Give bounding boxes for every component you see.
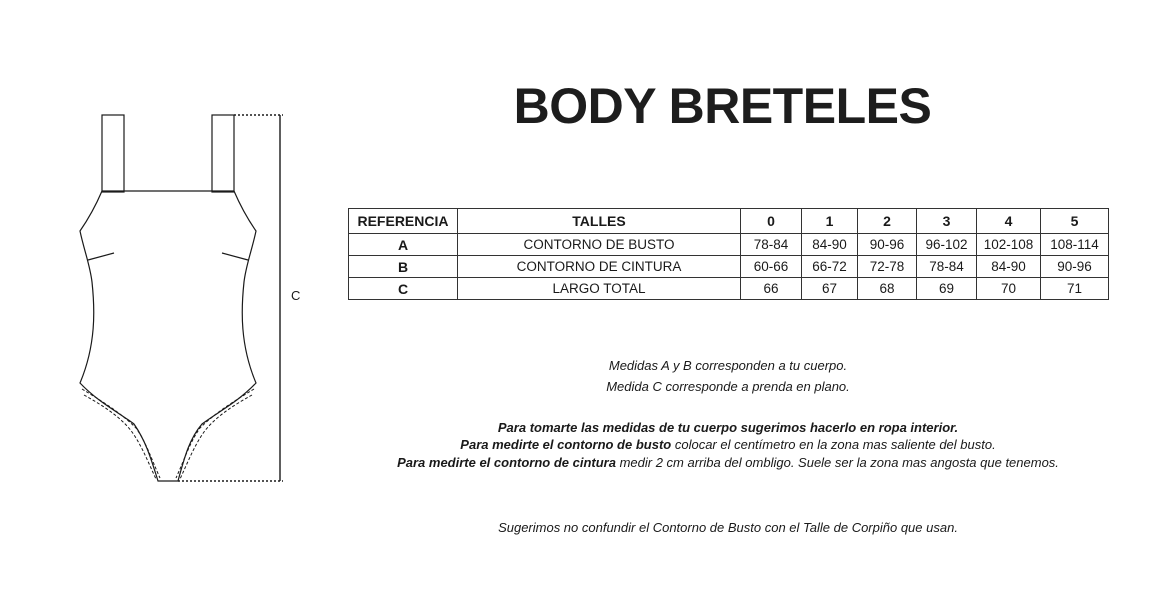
header-referencia: REFERENCIA — [349, 209, 458, 234]
table-row — [349, 278, 1109, 300]
cell-value: 67 — [802, 278, 858, 300]
header-size-1: 1 — [802, 209, 858, 234]
cell-value: 66 — [741, 278, 802, 300]
row-ref: A — [349, 234, 458, 256]
cell-value: 69 — [917, 278, 977, 300]
header-size-4: 4 — [977, 209, 1041, 234]
cell-value: 70 — [977, 278, 1041, 300]
left-leg-stitch-2 — [84, 395, 156, 479]
header-size-0: 0 — [741, 209, 802, 234]
right-leg-stitch — [176, 389, 254, 478]
tip-waist-bold: Para medirte el contorno de cintura — [397, 455, 616, 470]
size-table — [348, 208, 1109, 300]
cell-value: 84-90 — [977, 256, 1041, 278]
page-title: BODY BRETELES — [513, 78, 932, 134]
row-ref: B — [349, 256, 458, 278]
left-strap — [102, 115, 124, 192]
cell-value: 68 — [858, 278, 917, 300]
right-dart — [222, 253, 248, 260]
row-measure-name: CONTORNO DE CINTURA — [458, 256, 741, 278]
tip-underwear — [348, 420, 1108, 435]
tip-underwear-text: Para tomarte las medidas de tu cuerpo sugerimos hacerlo en ropa interior. — [497, 420, 959, 435]
bodysuit-diagram — [0, 0, 320, 616]
cell-value: 84-90 — [802, 234, 858, 256]
tip-waist — [348, 455, 1108, 470]
cell-value: 96-102 — [917, 234, 977, 256]
tip-bust — [348, 437, 1108, 452]
left-dart — [88, 253, 114, 260]
row-measure-name: CONTORNO DE BUSTO — [458, 234, 741, 256]
row-measure-name: LARGO TOTAL — [458, 278, 741, 300]
cell-value: 72-78 — [858, 256, 917, 278]
cell-value: 90-96 — [858, 234, 917, 256]
tip-bust-text: colocar el centímetro en la zona mas saliente del busto. — [671, 437, 996, 452]
cell-value: 102-108 — [977, 234, 1041, 256]
note-garment-measure: Medida C corresponde a prenda en plano. — [606, 379, 850, 394]
header-size-3: 3 — [917, 209, 977, 234]
row-ref: C — [349, 278, 458, 300]
tip-bust-bold: Para medirte el contorno de busto — [460, 437, 672, 452]
right-strap — [212, 115, 234, 192]
final-note: Sugerimos no confundir el Contorno de Busto con el Talle de Corpiño que usan. — [498, 520, 958, 535]
cell-value: 78-84 — [917, 256, 977, 278]
cell-value: 71 — [1041, 278, 1109, 300]
cell-value: 108-114 — [1041, 234, 1109, 256]
tip-waist-text: medir 2 cm arriba del ombligo. Suele ser la zona mas angosta que tenemos. — [615, 455, 1059, 470]
cell-value: 66-72 — [802, 256, 858, 278]
table-header-row — [349, 209, 1109, 234]
table-row — [349, 256, 1109, 278]
cell-value: 60-66 — [741, 256, 802, 278]
left-leg-stitch — [82, 389, 160, 478]
cell-value: 78-84 — [741, 234, 802, 256]
bodysuit-outline — [80, 191, 256, 481]
cell-value: 90-96 — [1041, 256, 1109, 278]
note-body-measures: Medidas A y B corresponden a tu cuerpo. — [608, 358, 848, 373]
right-leg-stitch-2 — [180, 395, 252, 479]
measure-c-label: C — [291, 288, 301, 303]
table-row — [349, 234, 1109, 256]
header-talles: TALLES — [458, 209, 741, 234]
header-size-5: 5 — [1041, 209, 1109, 234]
header-size-2: 2 — [858, 209, 917, 234]
